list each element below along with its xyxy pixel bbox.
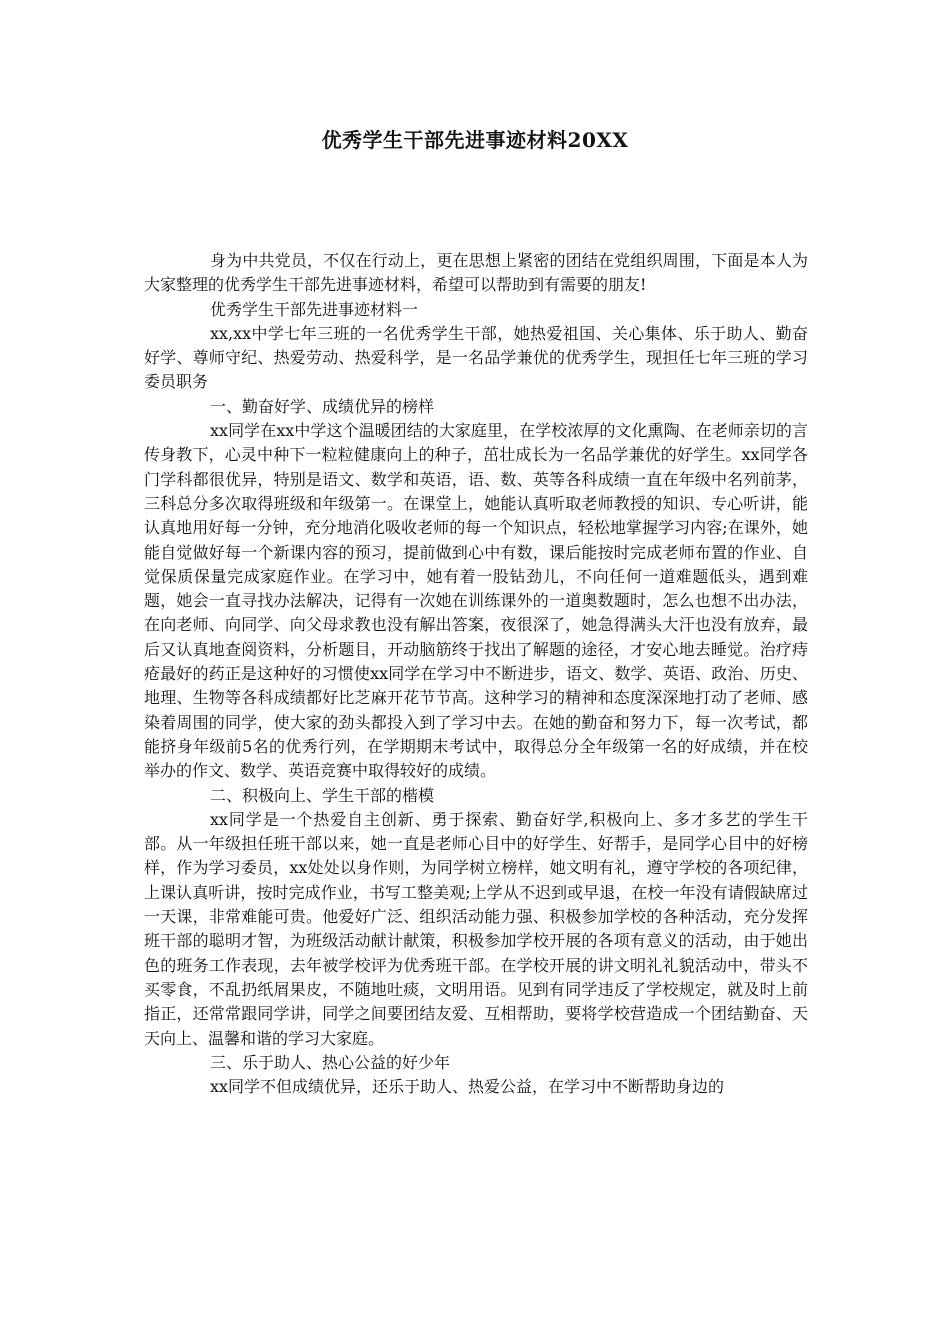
section-heading-three: 三、乐于助人、热心公益的好少年 xyxy=(210,1052,451,1072)
body-paragraph: xx同学不但成绩优异，还乐于助人、热爱公益，在学习中不断帮助身边的 xyxy=(210,1077,725,1097)
body-paragraph: xx同学在xx中学这个温暖团结的大家庭里，在学校浓厚的文化熏陶、在老师亲切的言传身教下，心灵中种下一粒粒健康向上的种子，茁壮成长为一名品学兼优的好学生。xx同学各门学科都很优异，特别是语文、数学和英语，语、数、英等各科成绩一直在年级中名列前茅，三科总分多次取得班级和年级第一。在课堂上，她能认真听取老师教授的知识、专心听讲，能认真地用好每一分钟，充分地消化吸收老师的每一个知识点，轻松地掌握学习内容;在课外，她能自觉做好每一个新课内容的预习，提前做到心中有数，课后能按时完成老师布置的作业、自觉保质保量完成家庭作业。在学习中，她有着一股钻劲儿，不向任何一道难题低头，遇到难题，她会一直寻找办法解决，记得有一次她在训练课外的一道奥数题时，怎么也想不出办法，在向老师、向同学、向父母求教也没有解出答案，夜很深了，她急得满头大汗也没有放弃，最后又认真地查阅资料，分析题目，开动脑筋终于找出了解题的途径，才安心地去睡觉。治疗痔疮最好的药正是这种好的习惯使xx同学在学习中不断进步，语文、数学、英语、政治、历史、地理、生物等各科成绩都好比芝麻开花节节高。这种学习的精神和态度深深地打动了老师、感染着周围的同学，使大家的劲头都投入到了学习中去。在她的勤奋和努力下，每一次考试，都能挤身年级前5名的优秀行列，在学期期末考试中，取得总分全年级第一名的好成绩，并在校举办的作文、数学、英语竞赛中取得较好的成绩。 xyxy=(144,421,808,781)
intro-paragraph: 身为中共党员，不仅在行动上，更在思想上紧密的团结在党组织周围，下面是本人为大家整理的优秀学生干部先进事迹材料，希望可以帮助到有需要的朋友! xyxy=(144,251,808,295)
document-title: 优秀学生干部先进事迹材料20XX xyxy=(321,128,629,152)
body-paragraph: xx,xx中学七年三班的一名优秀学生干部，她热爱祖国、关心集体、乐于助人、勤奋好学、尊师守纪、热爱劳动、热爱科学，是一名品学兼优的优秀学生，现担任七年三班的学习委员职务 xyxy=(144,323,808,392)
section-heading-two: 二、积极向上、学生干部的楷模 xyxy=(210,785,435,805)
section-heading-one: 一、勤奋好学、成绩优异的榜样 xyxy=(210,396,435,416)
body-paragraph: xx同学是一个热爱自主创新、勇于探索、勤奋好学,积极向上、多才多艺的学生干部。从一年级担任班干部以来，她一直是老师心目中的好学生、好帮手，是同学心目中的好榜样，作为学习委员，xx处处以身作则，为同学树立榜样，她文明有礼，遵守学校的各项纪律，上课认真听讲，按时完成作业，书写工整美观;上学从不迟到或早退，在校一年没有请假缺席过一天课，非常难能可贵。他爱好广泛、组织活动能力强、积极参加学校的各种活动，充分发挥班干部的聪明才智，为班级活动献计献策，积极参加学校开展的各项有意义的活动，由于她出色的班务工作表现，去年被学校评为优秀班干部。在学校开展的讲文明礼礼貌活动中，带头不买零食，不乱扔纸屑果皮，不随地吐痰，文明用语。见到有同学违反了学校规定，就及时上前指正，还常常跟同学讲，同学之间要团结友爱、互相帮助，要将学校营造成一个团结勤奋、天天向上、温馨和谐的学习大家庭。 xyxy=(144,809,808,1048)
section-heading-material-one: 优秀学生干部先进事迹材料一 xyxy=(210,299,419,319)
document-body xyxy=(144,249,808,1099)
